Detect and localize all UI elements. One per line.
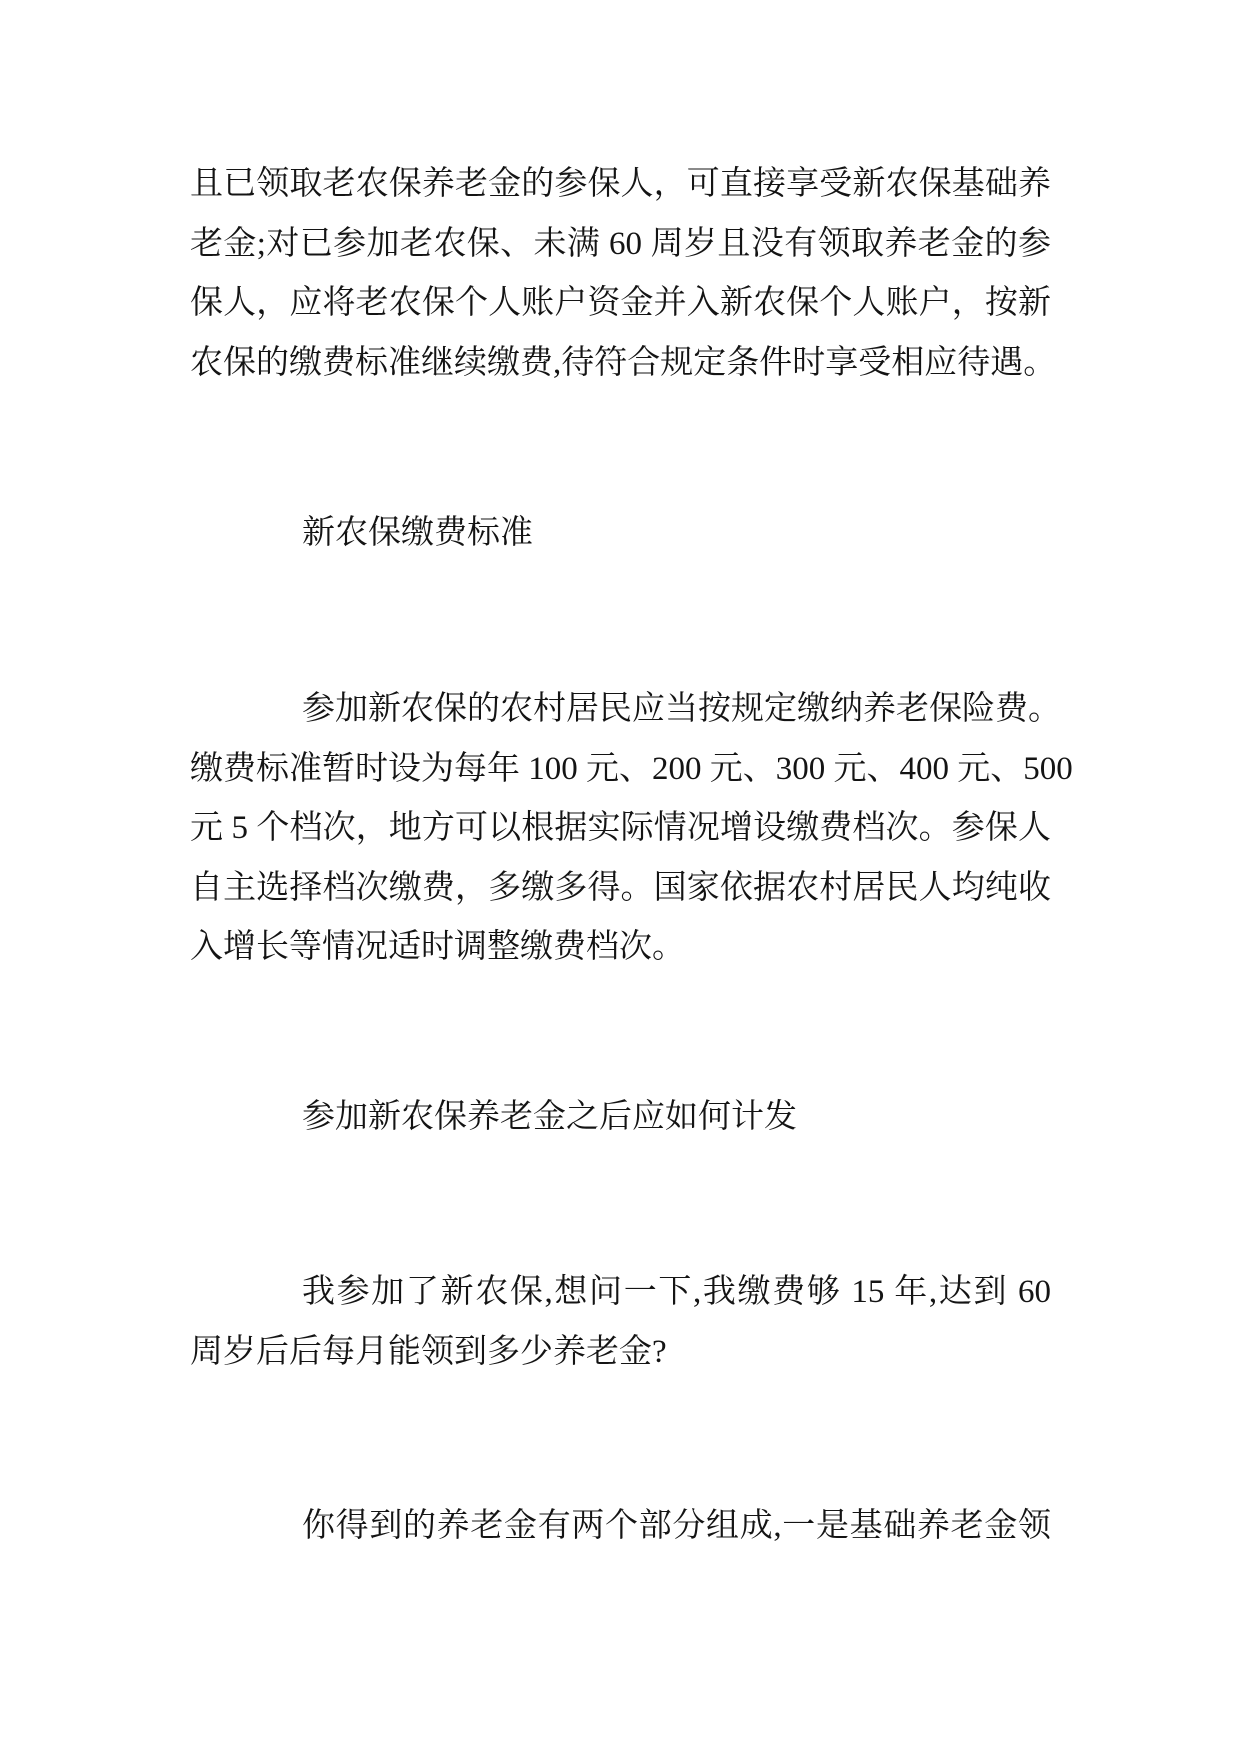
section-heading: 参加新农保养老金之后应如何计发: [302, 1099, 797, 1135]
text-line: 你得到的养老金有两个部分组成,一是基础养老金领: [302, 1508, 1051, 1544]
text-line: 我参加了新农保,想问一下,我缴费够 15 年,达到 60: [302, 1274, 1051, 1310]
paragraph: [190, 155, 1057, 393]
text-line: 自主选择档次缴费，多缴多得。国家依据农村居民人均纯收: [190, 869, 1051, 906]
section-heading: 新农保缴费标准: [302, 515, 533, 551]
paragraph: [190, 680, 1073, 978]
text-line: 入增长等情况适时调整缴费档次。: [190, 929, 685, 966]
text-line: 且已领取老农保养老金的参保人，可直接享受新农保基础养: [190, 166, 1051, 202]
paragraph: [190, 1497, 1051, 1557]
text-line: 老金;对已参加老农保、未满 60 周岁且没有领取养老金的参: [190, 225, 1051, 262]
paragraph: [190, 1263, 1051, 1382]
text-line: 缴费标准暂时设为每年 100 元、200 元、300 元、400 元、500: [190, 750, 1073, 787]
text-line: 周岁后后每月能领到多少养老金?: [190, 1333, 667, 1370]
text-line: 参加新农保的农村居民应当按规定缴纳养老保险费。: [302, 691, 1061, 727]
text-line: 保人，应将老农保个人账户资金并入新农保个人账户，按新: [190, 285, 1051, 322]
text-line: 农保的缴费标准继续缴费,待符合规定条件时享受相应待遇。: [190, 344, 1057, 381]
text-line: 元 5 个档次，地方可以根据实际情况增设缴费档次。参保人: [190, 810, 1051, 847]
